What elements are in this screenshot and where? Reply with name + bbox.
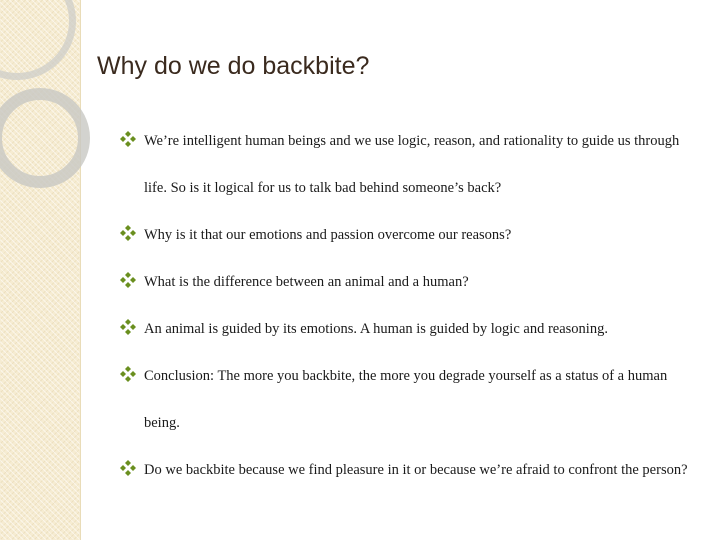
bullet-item: [120, 447, 700, 494]
diamond-bullet-icon: [120, 131, 136, 149]
bullet-text: An animal is guided by its emotions. A human is guided by logic and reasoning.: [144, 321, 608, 337]
diamond-bullet-icon: [120, 272, 136, 290]
bullet-text: Conclusion: The more you backbite, the more you degrade yourself as a status of a human being.: [144, 368, 668, 431]
bullet-item: [120, 353, 700, 447]
diamond-bullet-icon: [120, 225, 136, 243]
bullet-list: [120, 118, 700, 494]
bullet-text: Why is it that our emotions and passion overcome our reasons?: [144, 227, 512, 243]
diamond-bullet-icon: [120, 366, 136, 384]
bullet-item: [120, 212, 700, 259]
diamond-bullet-icon: [120, 319, 136, 337]
bullet-item: [120, 118, 700, 212]
slide-title: Why do we do backbite?: [97, 52, 370, 80]
bullet-text: What is the difference between an animal and a human?: [144, 274, 469, 290]
bullet-item: [120, 259, 700, 306]
side-texture-strip: [0, 0, 80, 540]
bullet-text: Do we backbite because we find pleasure in it or because we’re afraid to confront the person?: [144, 462, 688, 478]
side-divider: [80, 0, 81, 540]
bullet-item: [120, 306, 700, 353]
bullet-text: We’re intelligent human beings and we use logic, reason, and rationality to guide us through life. So is it logical for us to talk bad behind someone’s back?: [144, 133, 680, 196]
diamond-bullet-icon: [120, 460, 136, 478]
